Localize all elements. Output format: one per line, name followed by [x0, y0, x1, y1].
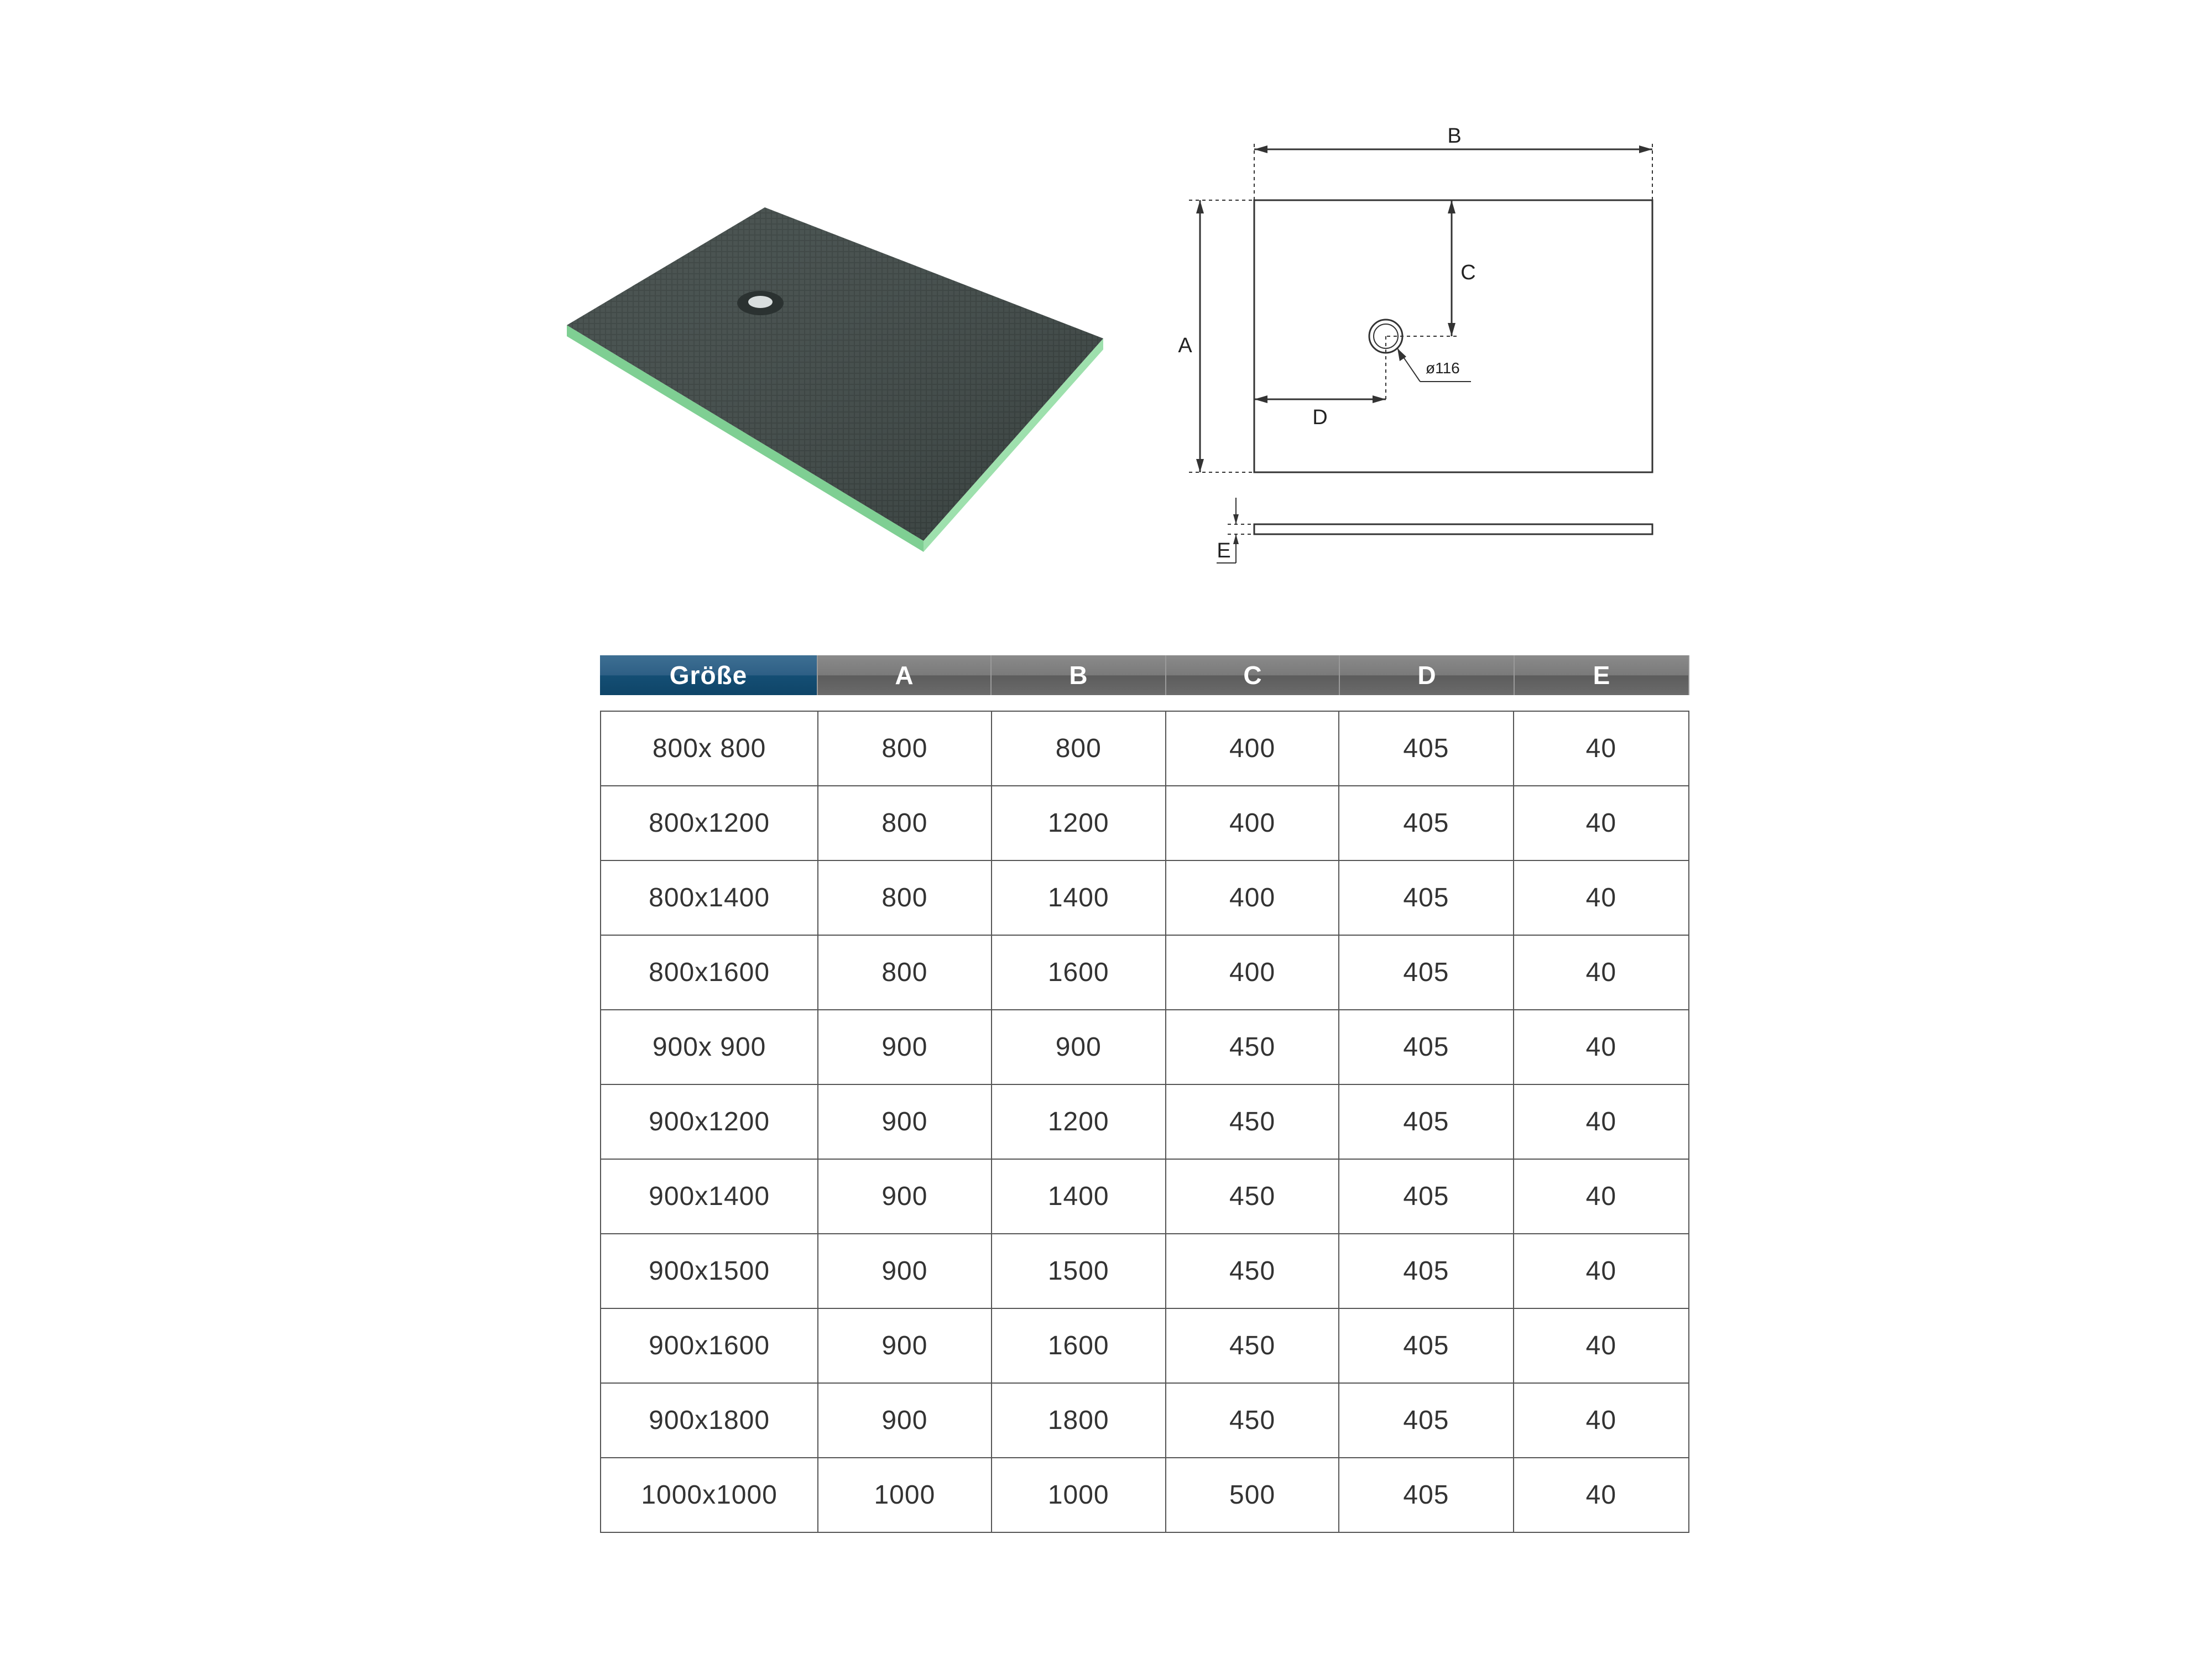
cell-e: 40 — [1585, 883, 1617, 912]
cell-e: 40 — [1585, 808, 1617, 838]
table-row — [601, 1458, 1688, 1533]
header-b: B — [992, 655, 1166, 695]
cell-a: 1000 — [818, 1458, 992, 1532]
cell-b: 1600 — [992, 1309, 1166, 1383]
cell-c: 450 — [1166, 1085, 1339, 1159]
cell-d: 405 — [1339, 861, 1514, 935]
cell-a: 800 — [818, 712, 992, 785]
header-size: Größe — [600, 655, 818, 695]
cell-e: 40 — [1585, 1032, 1617, 1062]
cell-e: 40 — [1585, 1331, 1617, 1360]
cell-b: 1800 — [992, 1384, 1166, 1457]
cell-d: 405 — [1339, 1234, 1514, 1308]
header-c: C — [1166, 655, 1340, 695]
table-row — [601, 786, 1688, 861]
cell-d: 405 — [1339, 1160, 1514, 1233]
cell-size: 800x1600 — [601, 936, 818, 1009]
table-row — [601, 1309, 1688, 1384]
dimension-drawing — [1161, 111, 1659, 586]
cell-size: 900x1500 — [601, 1234, 818, 1308]
table-row — [601, 861, 1688, 936]
cell-b: 1400 — [992, 861, 1166, 935]
cell-e: 40 — [1585, 1406, 1617, 1435]
table-row — [601, 1384, 1688, 1458]
cell-c: 400 — [1166, 786, 1339, 860]
cell-a: 800 — [818, 786, 992, 860]
cell-c: 450 — [1166, 1010, 1339, 1084]
table-row — [601, 1010, 1688, 1085]
table-row — [601, 936, 1688, 1010]
label-e: E — [1217, 539, 1231, 562]
cell-c: 400 — [1166, 936, 1339, 1009]
shower-board-illustration — [553, 194, 1117, 559]
drain-hole-icon — [737, 291, 784, 315]
cell-d: 405 — [1339, 1384, 1514, 1457]
cell-a: 900 — [818, 1010, 992, 1084]
cell-b: 1200 — [992, 786, 1166, 860]
cell-b: 800 — [992, 712, 1166, 785]
cell-a: 900 — [818, 1384, 992, 1457]
cell-d: 405 — [1339, 712, 1514, 785]
table-row — [601, 712, 1688, 786]
cell-a: 900 — [818, 1234, 992, 1308]
table-row — [601, 1234, 1688, 1309]
cell-a: 900 — [818, 1085, 992, 1159]
cell-c: 450 — [1166, 1234, 1339, 1308]
cell-b: 900 — [992, 1010, 1166, 1084]
header-e: E — [1515, 655, 1689, 695]
cell-b: 1000 — [992, 1458, 1166, 1532]
cell-size: 900x 900 — [601, 1010, 818, 1084]
cell-b: 1500 — [992, 1234, 1166, 1308]
cell-size: 900x1400 — [601, 1160, 818, 1233]
cell-e: 40 — [1585, 1256, 1617, 1286]
cell-a: 800 — [818, 936, 992, 1009]
cell-e: 40 — [1585, 734, 1617, 763]
cell-size: 800x1200 — [601, 786, 818, 860]
cell-c: 450 — [1166, 1160, 1339, 1233]
table-row — [601, 1160, 1688, 1234]
label-c: C — [1460, 261, 1476, 284]
label-a: A — [1178, 334, 1192, 357]
size-table — [600, 655, 1689, 1533]
cell-d: 405 — [1339, 1010, 1514, 1084]
label-d: D — [1312, 406, 1328, 429]
cell-d: 405 — [1339, 936, 1514, 1009]
cell-e: 40 — [1585, 1182, 1617, 1211]
table-header-row — [600, 655, 1689, 695]
cell-b: 1200 — [992, 1085, 1166, 1159]
cell-a: 900 — [818, 1309, 992, 1383]
cell-d: 405 — [1339, 786, 1514, 860]
cell-size: 900x1200 — [601, 1085, 818, 1159]
cell-b: 1600 — [992, 936, 1166, 1009]
table-body — [600, 711, 1689, 1533]
cell-d: 405 — [1339, 1309, 1514, 1383]
cell-size: 800x 800 — [601, 712, 818, 785]
label-b: B — [1447, 124, 1462, 148]
header-d: D — [1340, 655, 1515, 695]
label-drain-diameter: ø116 — [1426, 359, 1460, 377]
cell-c: 400 — [1166, 712, 1339, 785]
header-a: A — [818, 655, 992, 695]
cell-c: 450 — [1166, 1309, 1339, 1383]
cell-size: 900x1600 — [601, 1309, 818, 1383]
table-row — [601, 1085, 1688, 1160]
cell-c: 400 — [1166, 861, 1339, 935]
cell-size: 1000x1000 — [601, 1458, 818, 1532]
cell-d: 405 — [1339, 1458, 1514, 1532]
cell-e: 40 — [1585, 1480, 1617, 1510]
cell-c: 500 — [1166, 1458, 1339, 1532]
cell-b: 1400 — [992, 1160, 1166, 1233]
cell-d: 405 — [1339, 1085, 1514, 1159]
cell-a: 800 — [818, 861, 992, 935]
cell-size: 900x1800 — [601, 1384, 818, 1457]
cell-size: 800x1400 — [601, 861, 818, 935]
cell-c: 450 — [1166, 1384, 1339, 1457]
cell-e: 40 — [1585, 1107, 1617, 1136]
board-profile — [1254, 524, 1652, 534]
cell-e: 40 — [1585, 958, 1617, 987]
cell-a: 900 — [818, 1160, 992, 1233]
